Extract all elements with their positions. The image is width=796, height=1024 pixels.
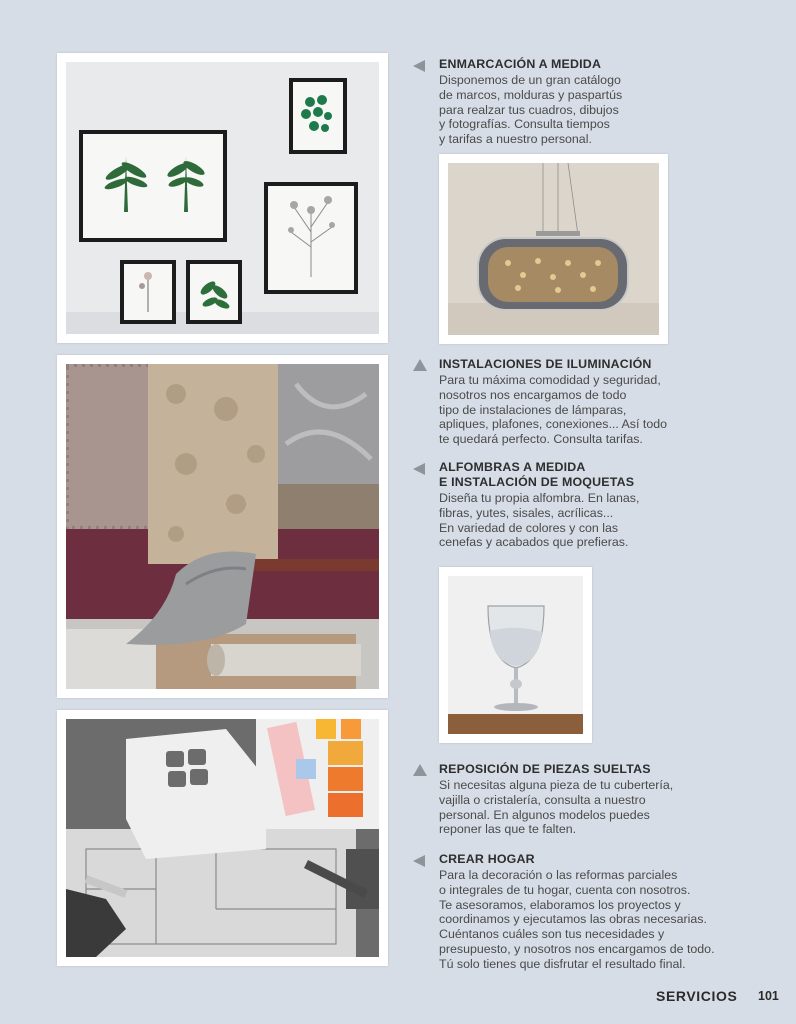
framed-prints-illustration [66, 62, 379, 334]
section-text: Para tu máxima comodidad y seguridad, nosotros nos encargamos de todo tipo de instalaciones de lámparas, apliques, plafones, conexiones... Así todo te quedará perfecto. Consulta tarifas. [439, 373, 668, 447]
section-text: Diseña tu propia alfombra. En lanas, fibras, yutes, sisales, acrílicas... En variedad de colores y con las cenefas y acabados que prefieras. [439, 491, 640, 550]
section-lighting [413, 357, 667, 447]
triangle-left-icon [413, 463, 425, 475]
page-number: 101 [758, 989, 779, 1003]
section-title: INSTALACIONES DE ILUMINACIÓN [439, 357, 652, 371]
section-text: Si necesitas alguna pieza de tu cubertería, vajilla o cristalería, consulta a nuestro personal. En algunos modelos puedes reponer las que te falten. [439, 778, 674, 837]
section-create-home [413, 852, 715, 972]
wine-glass-illustration [448, 576, 583, 734]
triangle-up-icon [413, 764, 427, 776]
home-planning-illustration [66, 719, 379, 957]
pendant-lamp-illustration [448, 163, 659, 335]
page-footer [656, 988, 779, 1004]
photo-rugs [57, 355, 388, 698]
section-loose-pieces [413, 762, 673, 837]
photo-framed-prints [57, 53, 388, 343]
section-title: CREAR HOGAR [439, 852, 535, 866]
section-title: ENMARCACIÓN A MEDIDA [439, 57, 602, 71]
photo-wine-glass [439, 567, 592, 743]
section-framing [413, 57, 622, 147]
triangle-left-icon [413, 60, 425, 72]
section-rugs [413, 460, 639, 550]
triangle-up-icon [413, 359, 427, 371]
section-text: Disponemos de un gran catálogo de marcos, molduras y paspartús para realzar tus cuadros, dibujos y fotografías. Consulta tiempos y tarifas a nuestro personal. [439, 73, 623, 147]
photo-home-planning [57, 710, 388, 966]
section-title: ALFOMBRAS A MEDIDA E INSTALACIÓN DE MOQUETAS [439, 460, 635, 489]
section-title: REPOSICIÓN DE PIEZAS SUELTAS [439, 762, 651, 776]
section-text: Para la decoración o las reformas parciales o integrales de tu hogar, cuenta con nosotros. Te asesoramos, elaboramos los proyectos y coordinamos y ejecutamos las obras necesarias. Cuéntanos cuáles son tus necesidades y presupuesto, y nosotros nos encargamos de todo. Tú solo tienes que disfrutar el resultado final. [439, 868, 715, 971]
footer-section-label: SERVICIOS [656, 988, 738, 1004]
rugs-illustration [66, 364, 379, 689]
triangle-left-icon [413, 855, 425, 867]
photo-pendant-lamp [439, 154, 668, 344]
